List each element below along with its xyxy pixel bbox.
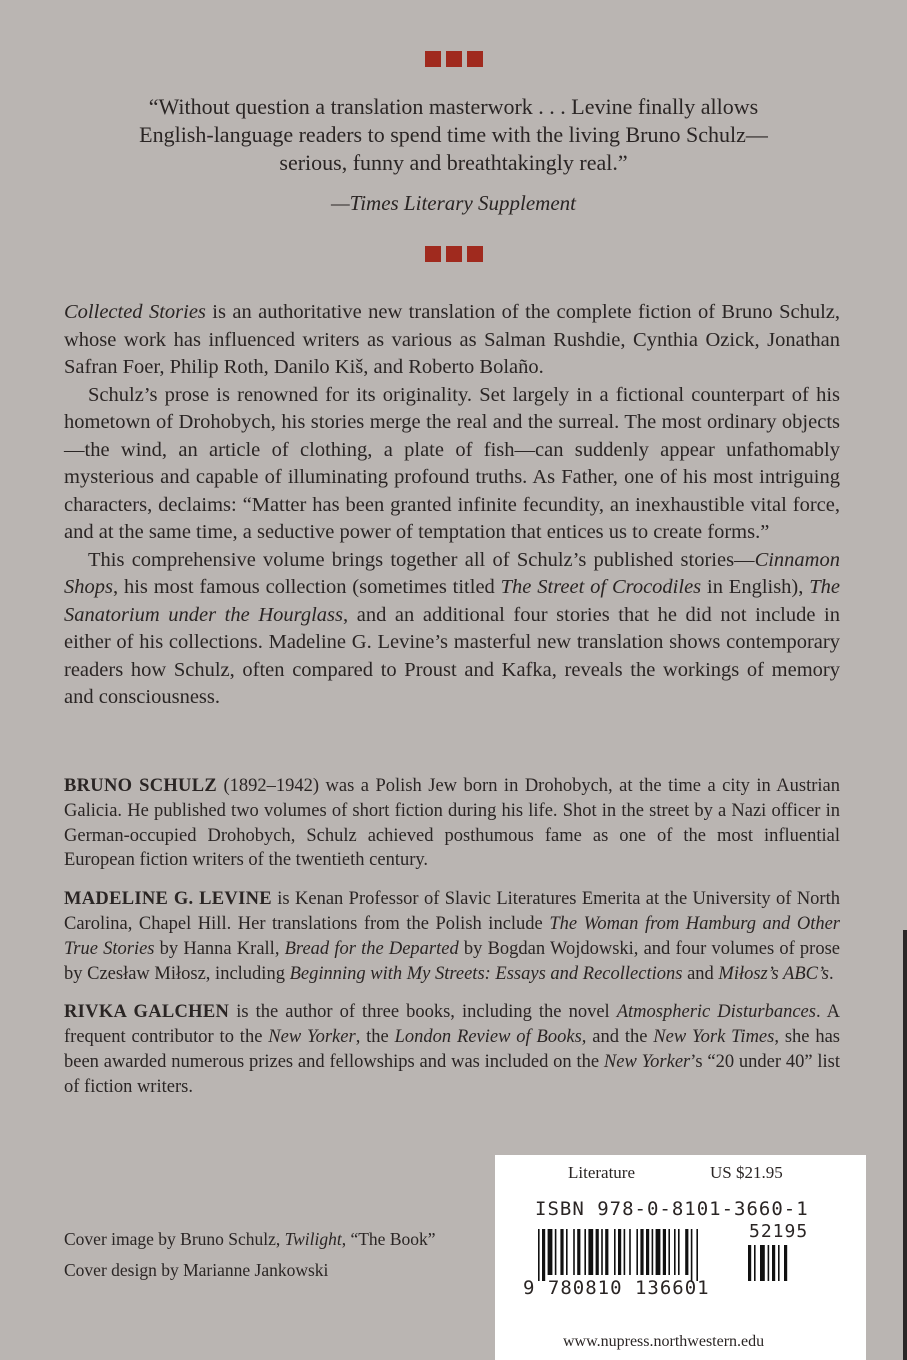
barcode-addon-digits: 52195 <box>749 1221 809 1242</box>
ornament-square <box>446 51 462 67</box>
ornament-square <box>467 51 483 67</box>
description-paragraph-1: Collected Stories is an authoritative new translation of the complete fiction of Bruno Schulz, whose work has influenced writers as various as Salman Rushdie, Cynthia Ozick, Jonathan Safran Foer, Philip Roth, Danilo Kiš, and Roberto Bolaño. <box>64 301 840 378</box>
ornament-square <box>425 51 441 67</box>
barcode-bar <box>538 1229 540 1281</box>
barcode-bar <box>624 1229 626 1275</box>
barcode-bar <box>674 1229 676 1275</box>
ornament-square <box>425 246 441 262</box>
author-bios <box>64 774 840 1114</box>
barcode-digits: 9 780810 136601 <box>523 1277 710 1299</box>
barcode-bar <box>696 1229 698 1281</box>
quote-text: “Without question a translation masterwork . . . Levine finally allows English-language readers to spend time with the living Bruno Schulz—serious, funny and breathtakingly real.” <box>139 94 768 175</box>
barcode-bar <box>605 1229 608 1275</box>
barcode-bar <box>691 1229 693 1281</box>
barcode-bar <box>678 1229 680 1275</box>
genre-label: Literature <box>568 1163 636 1182</box>
barcode-bar <box>668 1229 670 1275</box>
barcode-bar <box>685 1229 688 1275</box>
description-paragraph-2: Schulz’s prose is renowned for its originality. Set largely in a fictional counterpart of his hometown of Drohobych, his stories merge the real and the surreal. The most ordinary objects—the wind, an article of clothing, a plate of fish—can suddenly appear unfathomably mysterious and capable of illuminating profound truths. As Father, one of his most intriguing characters, declaims: “Matter has been granted infinite fecundity, an inexhaustible vital force, and at the same time, a seductive power of temptation that entices us to create forms.” <box>64 383 840 543</box>
barcode-bar <box>636 1229 638 1275</box>
barcode-panel <box>495 1155 866 1360</box>
pull-quote <box>120 93 787 217</box>
addon-bar <box>748 1245 751 1281</box>
barcode-bar <box>601 1229 603 1275</box>
barcode-bar <box>577 1229 580 1275</box>
description-paragraph-3: This comprehensive volume brings together all of Schulz’s published stories—Cinnamon Shops, his most famous collection (sometimes titled The Street of Crocodiles in English), The Sanatorium under the Hourglass, and an additional four stories that he did not include in either of his collections. Madeline G. Levine’s masterful new translation shows contemporary readers how Schulz, often compared to Proust and Kafka, reveals the workings of memory and consciousness. <box>64 548 840 708</box>
cover-design-credit: Cover design by Marianne Jankowski <box>64 1260 329 1280</box>
addon-bar <box>784 1245 787 1281</box>
barcode-bar <box>652 1229 654 1275</box>
barcode-bar <box>663 1229 666 1275</box>
barcode-bar <box>646 1229 649 1275</box>
bio-galchen: RIVKA GALCHEN is the author of three books, including the novel Atmospheric Disturbances. A frequent contributor to the New Yorker, the London Review of Books, and the New York Times, she has been awarded numerous prizes and fellowships and was included on the New Yorker’s “20 under 40” list of fiction writers. <box>64 1002 841 1097</box>
publisher-url: www.nupress.northwestern.edu <box>563 1333 765 1350</box>
barcode-bar <box>596 1229 599 1275</box>
barcode-bar <box>614 1229 616 1275</box>
ornament-top <box>0 51 907 72</box>
cover-credits <box>64 1224 484 1286</box>
quote-attribution: —Times Literary Supplement <box>331 191 576 215</box>
barcode-bar <box>656 1229 661 1275</box>
barcode-bar <box>618 1229 621 1275</box>
isbn-text: ISBN 978-0-8101-3660-1 <box>535 1198 809 1220</box>
barcode-bar <box>548 1229 553 1275</box>
barcode-bar <box>573 1229 575 1275</box>
cover-image-credit: Cover image by Bruno Schulz, Twilight, “The Book” <box>64 1229 436 1249</box>
price-label: US $21.95 <box>710 1163 783 1182</box>
barcode-bar <box>588 1229 593 1275</box>
barcode-bar <box>629 1229 631 1275</box>
barcode-bar <box>555 1229 557 1275</box>
barcode-bar <box>560 1229 563 1275</box>
barcode-bar <box>542 1229 545 1281</box>
bio-levine: MADELINE G. LEVINE is Kenan Professor of Slavic Literatures Emerita at the University of North Carolina, Chapel Hill. Her translations from the Polish include The Woman from Hamburg and Other True Stories by Hanna Krall, Bread for the Departed by Bogdan Wojdowski, and four volumes of prose by Czesław Miłosz, including Beginning with My Streets: Essays and Recollections and Miłosz’s ABC’s. <box>64 889 840 984</box>
addon-bar <box>754 1245 756 1281</box>
addon-bar <box>760 1245 765 1281</box>
book-description <box>64 299 840 712</box>
barcode-bar <box>584 1229 586 1275</box>
addon-bar <box>772 1245 775 1281</box>
addon-bar <box>768 1245 770 1281</box>
ornament-square <box>467 246 483 262</box>
addon-bar <box>778 1245 780 1281</box>
barcode-bar <box>640 1229 643 1275</box>
ornament-bottom <box>0 246 907 267</box>
bio-schulz: BRUNO SCHULZ (1892–1942) was a Polish Jew born in Drohobych, at the time a city in Austrian Galicia. He published two volumes of short fiction during his life. Shot in the street by a Nazi officer in German-occupied Drohobych, Schulz achieved posthumous fame as one of the most influential European fiction writers of the twentieth century. <box>64 776 840 871</box>
ornament-square <box>446 246 462 262</box>
edge-mark <box>903 930 907 1360</box>
barcode-bar <box>566 1229 568 1275</box>
